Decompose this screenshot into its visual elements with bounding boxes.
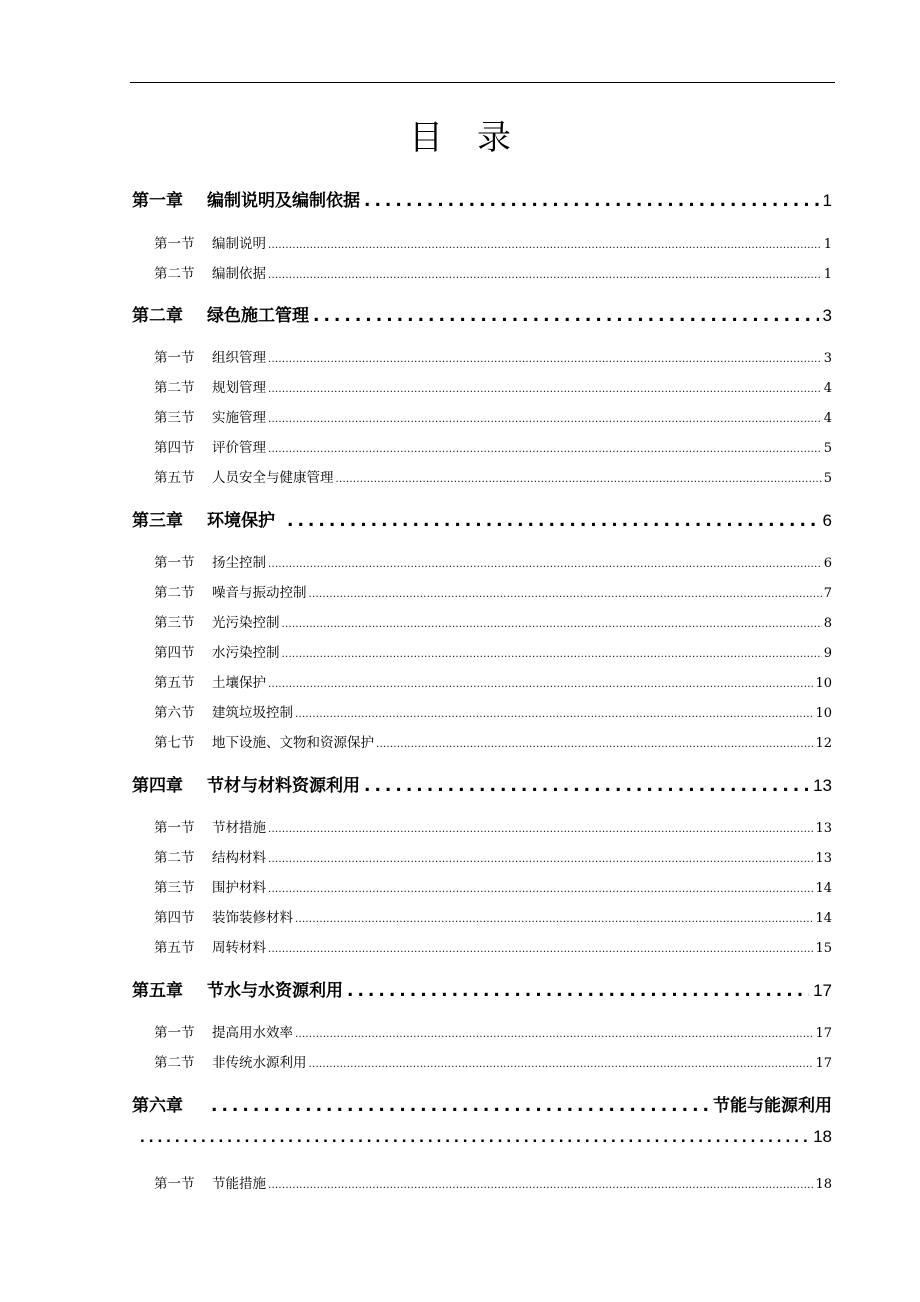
- section-title: 光污染控制: [212, 615, 280, 631]
- dot-leader: [287, 511, 819, 531]
- toc-section-2-4[interactable]: [154, 436, 832, 456]
- toc-section-5-1[interactable]: [154, 1021, 832, 1041]
- section-number: 第二节: [154, 266, 195, 282]
- toc-chapter-6-continuation[interactable]: [140, 1127, 832, 1147]
- section-title: 提高用水效率: [212, 1025, 293, 1041]
- section-title: 编制说明: [212, 236, 266, 252]
- chapter-number: 第四章: [132, 776, 183, 796]
- toc-section-1-1[interactable]: [154, 232, 832, 252]
- dot-leader: [268, 884, 813, 895]
- section-number: 第三节: [154, 880, 195, 896]
- chapter-title: 节能与能源利用: [713, 1096, 832, 1116]
- toc-chapter-2[interactable]: [132, 301, 832, 326]
- section-number: 第六节: [154, 705, 195, 721]
- section-page: 17: [815, 1056, 832, 1071]
- section-number: 第四节: [154, 910, 195, 926]
- chapter-number: 第三章: [132, 511, 183, 531]
- dot-leader: [282, 649, 822, 660]
- section-number: 第三节: [154, 410, 195, 426]
- section-number: 第一节: [154, 1025, 195, 1041]
- dot-leader: [268, 240, 822, 251]
- section-title: 节能措施: [212, 1176, 266, 1192]
- section-title: 水污染控制: [212, 645, 280, 661]
- toc-section-2-1[interactable]: [154, 346, 832, 366]
- section-page: 18: [815, 1177, 832, 1192]
- section-page: 6: [823, 556, 832, 571]
- chapter-number: 第一章: [132, 191, 183, 211]
- section-title: 规划管理: [212, 380, 266, 396]
- chapter-page: 6: [822, 511, 832, 530]
- toc-section-4-4[interactable]: [154, 906, 832, 926]
- chapter-page: 3: [822, 306, 832, 325]
- section-page: 10: [815, 676, 832, 691]
- section-title: 建筑垃圾控制: [212, 705, 293, 721]
- section-number: 第四节: [154, 645, 195, 661]
- chapter-page: 17: [813, 981, 832, 1000]
- dot-leader: [268, 414, 822, 425]
- section-page: 8: [823, 616, 832, 631]
- toc-chapter-5[interactable]: [132, 976, 832, 1001]
- toc-section-1-2[interactable]: [154, 262, 832, 282]
- section-number: 第三节: [154, 615, 195, 631]
- dot-leader: [268, 854, 813, 865]
- section-number: 第二节: [154, 585, 195, 601]
- section-title: 围护材料: [212, 880, 266, 896]
- section-page: 1: [823, 267, 832, 282]
- section-page: 5: [823, 441, 832, 456]
- dot-leader: [282, 619, 822, 630]
- toc-chapter-3[interactable]: [132, 506, 832, 531]
- section-title: 周转材料: [212, 940, 266, 956]
- toc-chapter-6[interactable]: [132, 1091, 832, 1116]
- section-title: 地下设施、文物和资源保护: [212, 735, 374, 751]
- dot-leader: [309, 589, 822, 600]
- section-page: 13: [815, 851, 832, 866]
- dot-leader: [268, 384, 822, 395]
- section-number: 第五节: [154, 675, 195, 691]
- toc-section-4-2[interactable]: [154, 846, 832, 866]
- chapter-title: 节水与水资源利用: [207, 981, 343, 1001]
- dot-leader: [309, 1059, 814, 1070]
- dot-leader: [364, 191, 819, 211]
- chapter-number: 第五章: [132, 981, 183, 1001]
- section-page: 13: [815, 821, 832, 836]
- chapter-number: 第六章: [132, 1096, 183, 1116]
- dot-leader: [211, 1096, 709, 1116]
- dot-leader: [140, 1127, 809, 1147]
- toc-section-2-3[interactable]: [154, 406, 832, 426]
- toc-section-3-2[interactable]: [154, 581, 832, 601]
- toc-section-5-2[interactable]: [154, 1051, 832, 1071]
- dot-leader: [313, 306, 819, 326]
- section-number: 第一节: [154, 236, 195, 252]
- dot-leader: [336, 474, 822, 485]
- section-number: 第五节: [154, 470, 195, 486]
- section-page: 5: [823, 471, 832, 486]
- section-page: 12: [815, 736, 832, 751]
- dot-leader: [295, 1029, 813, 1040]
- section-number: 第一节: [154, 1176, 195, 1192]
- dot-leader: [268, 679, 813, 690]
- dot-leader: [347, 981, 809, 1001]
- dot-leader: [364, 776, 809, 796]
- section-title: 实施管理: [212, 410, 266, 426]
- dot-leader: [295, 914, 813, 925]
- section-title: 人员安全与健康管理: [212, 470, 334, 486]
- dot-leader: [376, 739, 813, 750]
- section-number: 第一节: [154, 555, 195, 571]
- section-page: 15: [815, 941, 832, 956]
- toc-section-6-1[interactable]: [154, 1172, 832, 1192]
- toc-chapter-1[interactable]: [132, 186, 832, 211]
- toc-section-4-3[interactable]: [154, 876, 832, 896]
- section-number: 第二节: [154, 1055, 195, 1071]
- section-number: 第一节: [154, 350, 195, 366]
- section-page: 1: [823, 237, 832, 252]
- section-title: 评价管理: [212, 440, 266, 456]
- dot-leader: [268, 559, 822, 570]
- section-number: 第七节: [154, 735, 195, 751]
- section-number: 第二节: [154, 850, 195, 866]
- chapter-page: 18: [813, 1127, 832, 1146]
- chapter-page: 13: [813, 776, 832, 795]
- section-number: 第二节: [154, 380, 195, 396]
- section-number: 第一节: [154, 820, 195, 836]
- dot-leader: [268, 944, 813, 955]
- section-number: 第四节: [154, 440, 195, 456]
- dot-leader: [268, 270, 822, 281]
- dot-leader: [295, 709, 813, 720]
- section-number: 第五节: [154, 940, 195, 956]
- toc-section-4-1[interactable]: [154, 816, 832, 836]
- section-page: 3: [823, 351, 832, 366]
- chapter-title: 节材与材料资源利用: [207, 776, 360, 796]
- section-title: 土壤保护: [212, 675, 266, 691]
- toc-section-3-3[interactable]: [154, 611, 832, 631]
- section-page: 9: [823, 646, 832, 661]
- section-title: 结构材料: [212, 850, 266, 866]
- dot-leader: [268, 824, 813, 835]
- section-page: 7: [823, 586, 832, 601]
- dot-leader: [268, 1180, 813, 1191]
- section-title: 非传统水源利用: [212, 1055, 307, 1071]
- section-title: 编制依据: [212, 266, 266, 282]
- toc-section-3-7[interactable]: [154, 731, 832, 751]
- toc-section-3-6[interactable]: [154, 701, 832, 721]
- section-page: 14: [815, 911, 832, 926]
- toc-section-4-5[interactable]: [154, 936, 832, 956]
- page-title: 目录: [409, 118, 545, 158]
- dot-leader: [268, 354, 822, 365]
- section-page: 17: [815, 1026, 832, 1041]
- chapter-title: 绿色施工管理: [207, 306, 309, 326]
- toc-chapter-4[interactable]: [132, 771, 832, 796]
- section-title: 组织管理: [212, 350, 266, 366]
- toc-section-3-4[interactable]: [154, 641, 832, 661]
- section-title: 噪音与振动控制: [212, 585, 307, 601]
- chapter-number: 第二章: [132, 306, 183, 326]
- chapter-page: 1: [822, 191, 832, 210]
- section-title: 装饰装修材料: [212, 910, 293, 926]
- toc-section-2-5[interactable]: [154, 466, 832, 486]
- toc-section-3-5[interactable]: [154, 671, 832, 691]
- section-page: 4: [823, 381, 832, 396]
- chapter-title: 编制说明及编制依据: [207, 191, 360, 211]
- chapter-title: 环境保护: [207, 511, 275, 531]
- section-page: 14: [815, 881, 832, 896]
- toc-section-2-2[interactable]: [154, 376, 832, 396]
- dot-leader: [268, 444, 822, 455]
- section-page: 4: [823, 411, 832, 426]
- toc-section-3-1[interactable]: [154, 551, 832, 571]
- section-page: 10: [815, 706, 832, 721]
- header-rule: [130, 82, 835, 83]
- section-title: 节材措施: [212, 820, 266, 836]
- section-title: 扬尘控制: [212, 555, 266, 571]
